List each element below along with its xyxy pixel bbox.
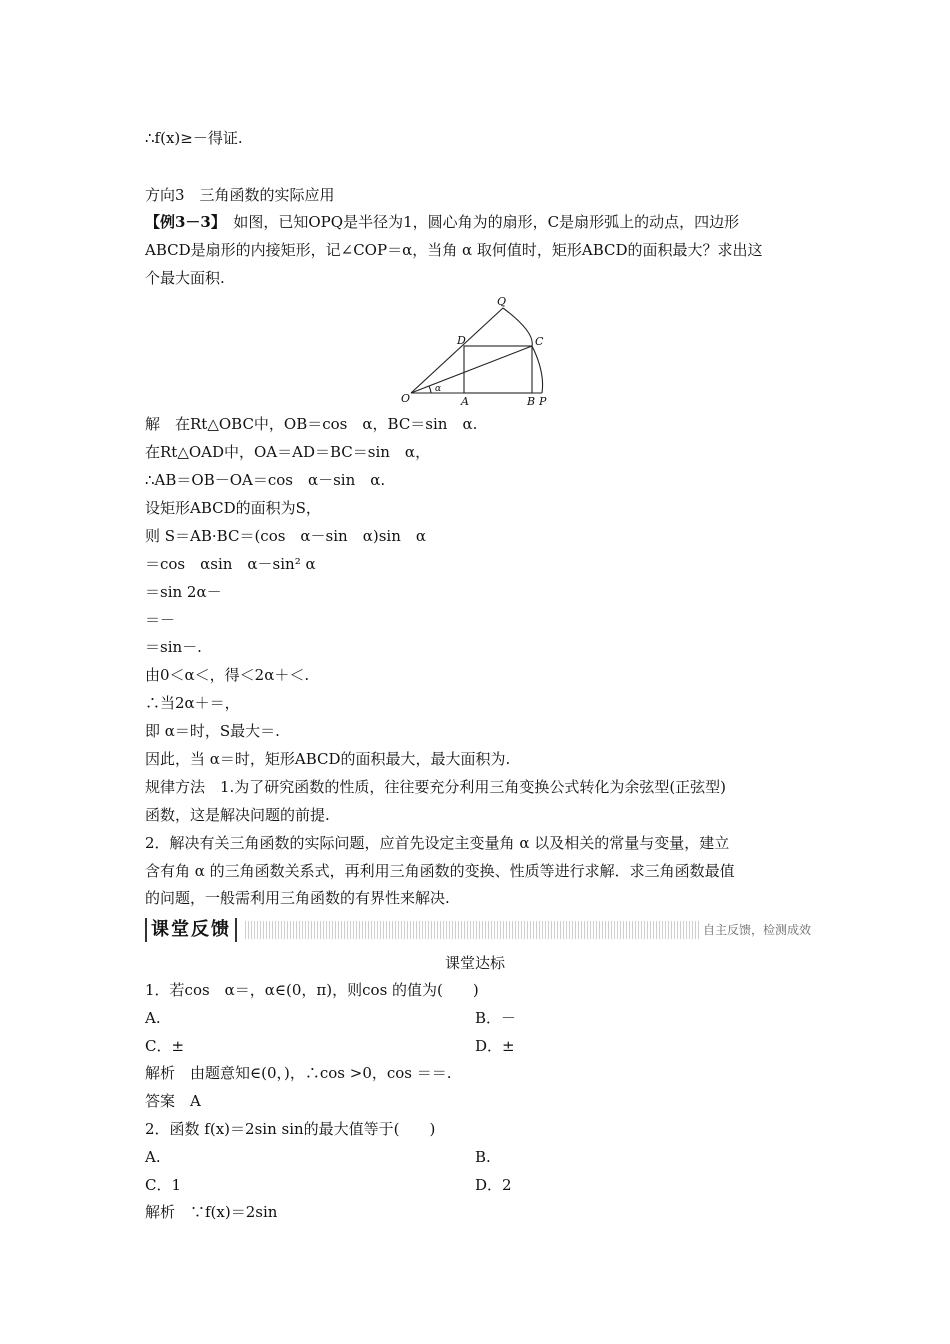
label-O: O [401,392,411,405]
method-line-3: 2．解决有关三角函数的实际问题，应首先设定主变量角 α 以及相关的常量与变量，建立 [145,834,730,852]
example-statement-line-1 [145,212,739,232]
method-line-2: 函数，这是解决问题的前提. [145,806,330,824]
q2-option-b: B. [475,1148,491,1166]
label-A: A [461,395,469,408]
solution-line-3: ∴AB＝OB－OA＝cos α－sin α. [145,471,386,489]
solution-line-7: ＝sin 2α－ [145,583,222,601]
q1-answer: 答案 A [145,1092,201,1110]
q2-option-a: A. [145,1148,161,1166]
solution-line-11: ∴当2α＋＝， [145,694,240,712]
label-Q: Q [497,295,507,308]
rectangle-ABCD [464,346,532,393]
q1-option-d: D．± [475,1037,515,1055]
feedback-banner [145,918,815,942]
q2-analysis: 解析 ∵f(x)＝2sin [145,1203,278,1221]
solution-line-5: 则 S＝AB·BC＝(cos α－sin α)sin α [145,527,426,545]
example-text: 如图，已知OPQ是半径为1，圆心角为的扇形，C是扇形弧上的动点，四边形 [218,213,740,231]
solution-line-8: ＝－ [145,611,176,629]
q1-option-c: C．± [145,1037,185,1055]
angle-alpha-arc [429,386,431,393]
method-line-5: 的问题，一般需利用三角函数的有界性来解决. [145,889,450,907]
banner-title: 课堂反馈 [145,918,237,942]
method-line-1: 规律方法 1.为了研究函数的性质，往往要充分利用三角变换公式转化为余弦型(正弦型) [145,778,727,796]
label-D: D [457,334,466,347]
solution-line-10: 由0＜α＜，得＜2α＋＜. [145,666,310,684]
label-alpha: α [435,384,442,394]
solution-line-4: 设矩形ABCD的面积为S， [145,499,321,517]
q1-stem: 1．若cos α＝，α∈(0，π)，则cos 的值为( ) [145,981,479,999]
q1-analysis: 解析 由题意知∈(0，)，∴cos >0，cos ＝＝. [145,1064,452,1082]
section-title: 课堂达标 [444,954,505,972]
q1-option-a: A. [145,1009,161,1027]
solution-line-1: 解 在Rt△OBC中，OB＝cos α，BC＝sin α. [145,415,478,433]
proof-conclusion: ∴f(x)≥－得证. [145,129,243,147]
label-B: B [527,395,536,408]
banner-tag: 自主反馈，检测成效 [699,921,815,939]
radius-OQ [411,308,503,393]
example-label: 【例3－3】 [145,213,219,231]
sector-rectangle-figure [395,292,565,410]
label-C: C [535,335,544,348]
section-heading: 方向3 三角函数的实际应用 [145,186,335,204]
arc-PQ [503,308,543,393]
solution-line-9: ＝sin－. [145,638,202,656]
q2-stem: 2．函数 f(x)＝2sin sin的最大值等于( ) [145,1120,436,1138]
q2-option-d: D．2 [475,1176,512,1194]
solution-line-6: ＝cos αsin α－sin² α [145,555,316,573]
solution-conclusion: 因此，当 α＝时，矩形ABCD的面积最大，最大面积为. [145,750,511,768]
solution-line-12: 即 α＝时，S最大＝. [145,722,280,740]
solution-line-2: 在Rt△OAD中，OA＝AD＝BC＝sin α， [145,443,431,461]
example-statement-line-2: ABCD是扇形的内接矩形，记∠COP＝α，当角 α 取何值时，矩形ABCD的面积最大？求出这 [145,241,763,259]
example-statement-line-3: 个最大面积. [145,269,225,287]
q1-option-b: B．－ [475,1009,517,1027]
q2-option-c: C．1 [145,1176,182,1194]
label-P: P [539,395,547,408]
method-line-4: 含有角 α 的三角函数关系式，再利用三角函数的变换、性质等进行求解．求三角函数最值 [145,862,735,880]
